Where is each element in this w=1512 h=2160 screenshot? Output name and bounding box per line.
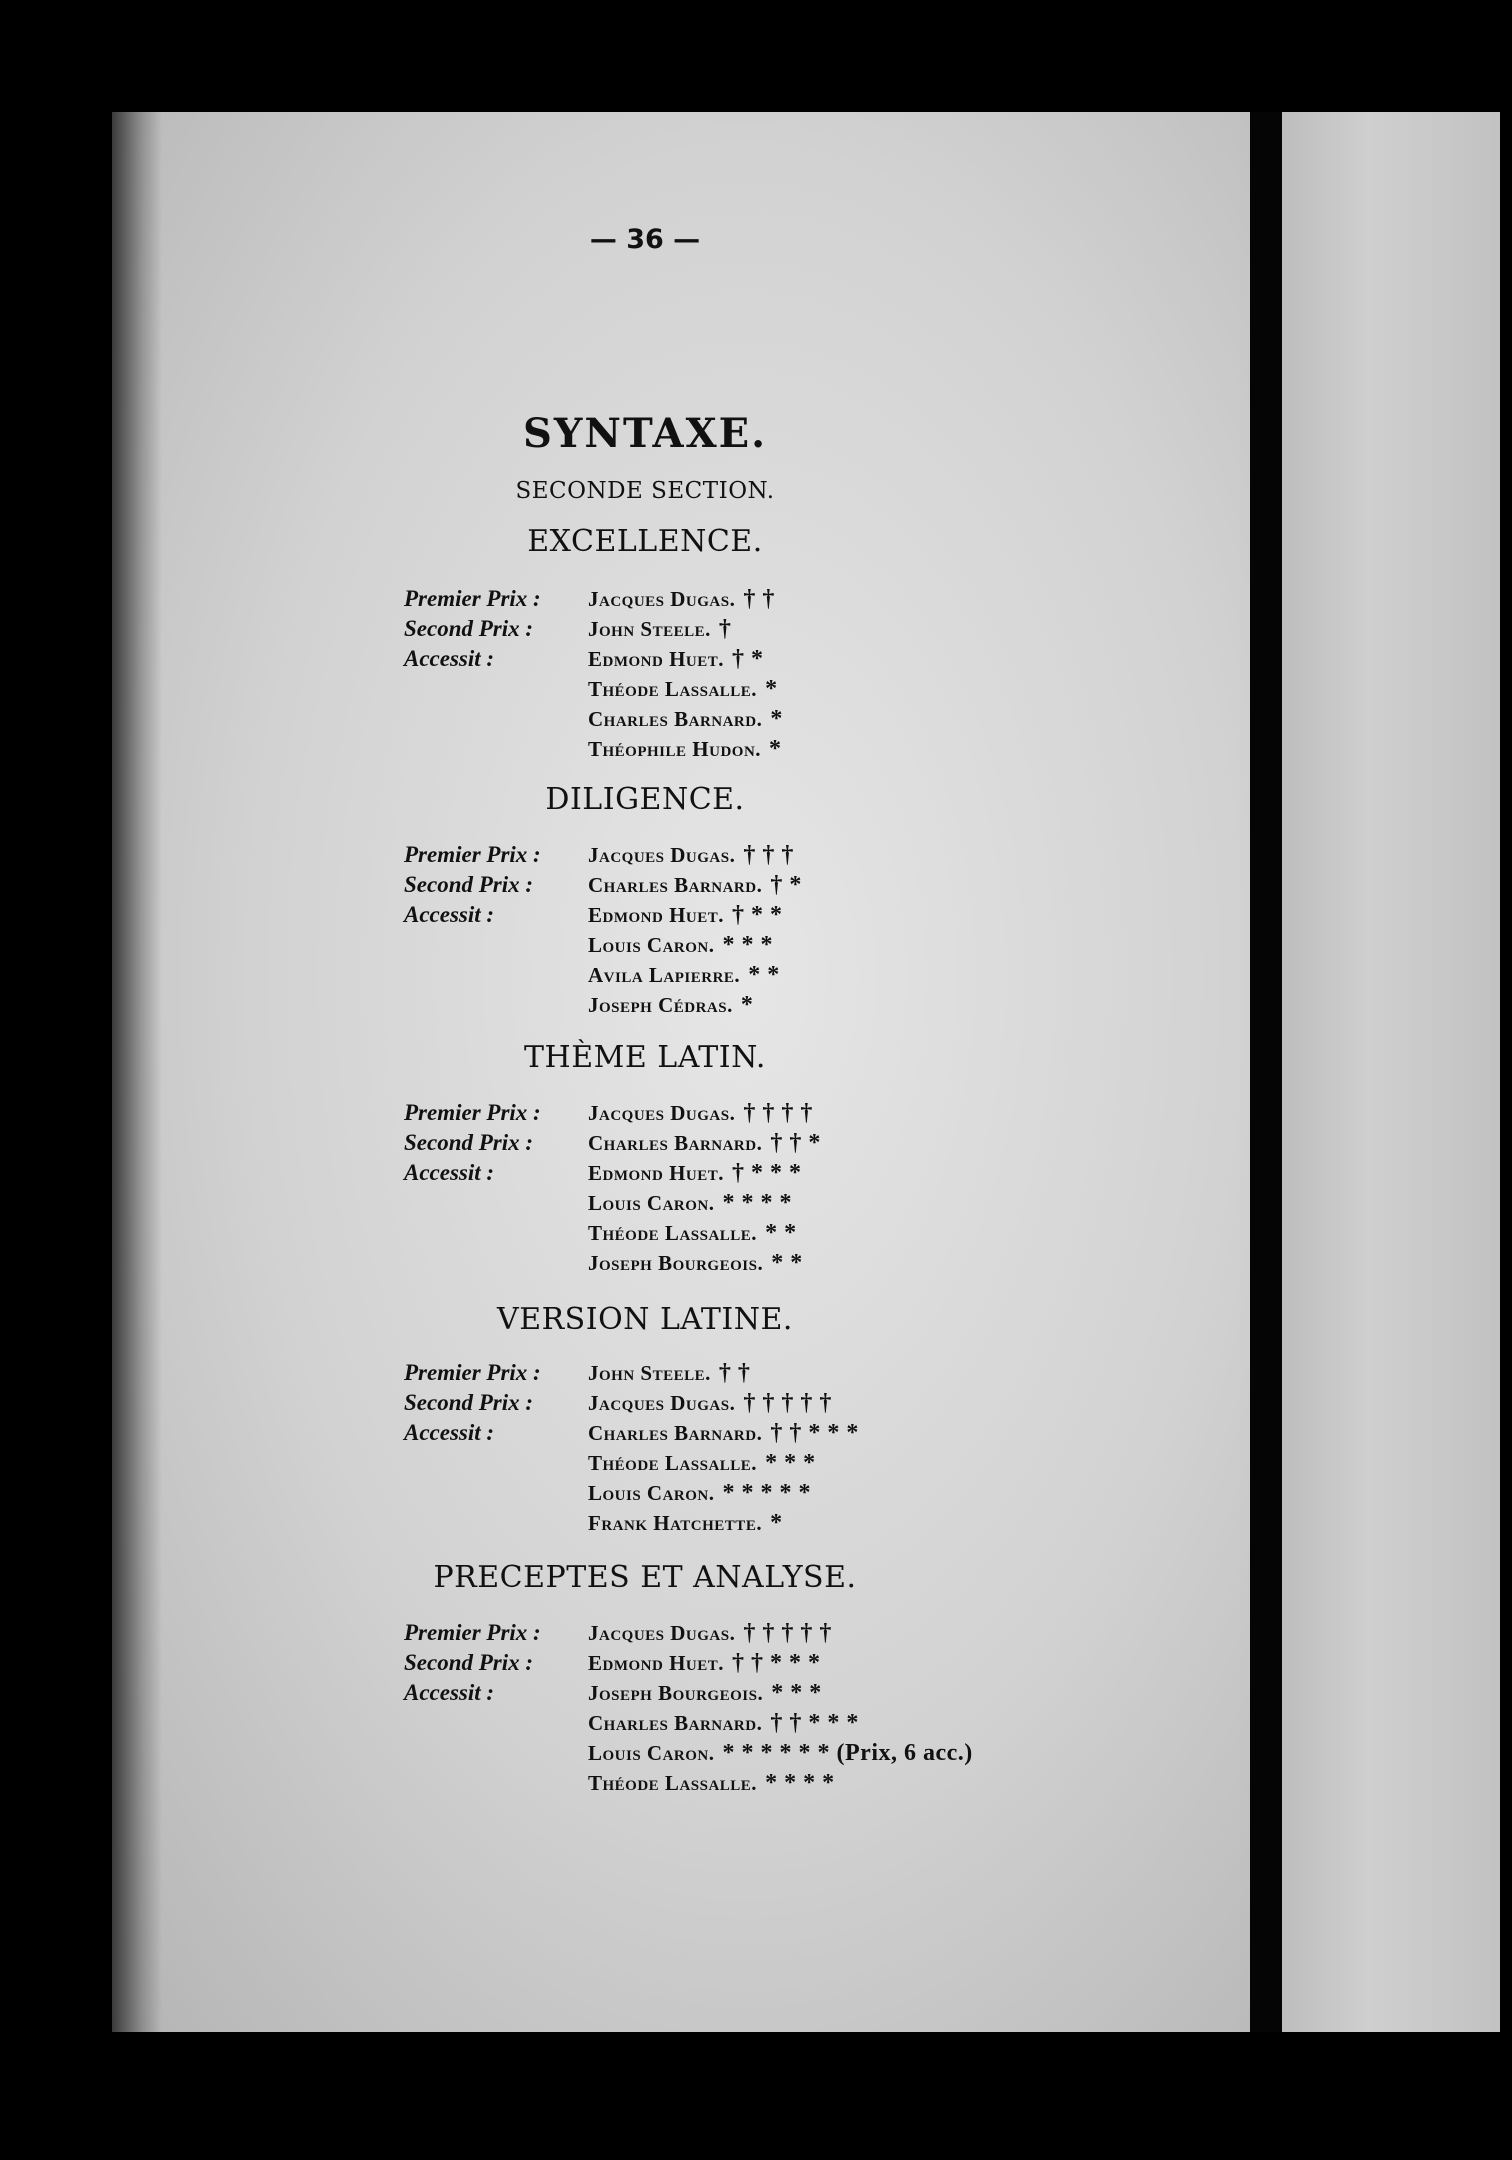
prize-label: Second Prix : <box>404 1130 534 1155</box>
student-name: Joseph Bourgeois. * * <box>588 1250 803 1276</box>
student-name: Jacques Dugas. † † <box>588 586 775 612</box>
prize-label: Premier Prix : <box>404 586 541 611</box>
student-name: Frank Hatchette. * <box>588 1510 783 1536</box>
award-marks: † * * <box>732 902 783 928</box>
award-row <box>0 1680 1150 1712</box>
award-marks: * * <box>748 962 780 988</box>
award-marks: * <box>740 992 754 1018</box>
student-name: John Steele. † <box>588 616 732 642</box>
award-row <box>0 646 1150 678</box>
student-name: Jacques Dugas. † † † † † <box>588 1620 832 1646</box>
student-name: Théophile Hudon. * <box>588 736 782 762</box>
prize-label: Accessit : <box>404 1160 495 1185</box>
section-heading: EXCELLENCE. <box>527 524 763 559</box>
award-row <box>0 1650 1150 1682</box>
prize-label: Second Prix : <box>404 1390 534 1415</box>
scan-border-right <box>1500 112 1512 2032</box>
award-row <box>0 706 1150 738</box>
award-marks: † † * * * <box>770 1420 859 1446</box>
award-row <box>0 872 1150 904</box>
award-row <box>0 992 1150 1024</box>
award-row <box>0 1390 1150 1422</box>
prize-label: Accessit : <box>404 646 495 671</box>
award-marks: † † * * * <box>770 1710 859 1736</box>
student-name: Jacques Dugas. † † † <box>588 842 794 868</box>
award-row <box>0 1770 1150 1802</box>
award-marks: † † † † † <box>743 1390 832 1416</box>
award-marks: * <box>770 706 783 732</box>
award-marks: † * * * <box>732 1160 802 1186</box>
prize-label: Accessit : <box>404 902 495 927</box>
prize-label: Premier Prix : <box>404 1620 541 1645</box>
award-row <box>0 902 1150 934</box>
award-row <box>0 1510 1150 1542</box>
facing-page-edge <box>1282 112 1500 2032</box>
award-marks: * <box>770 1510 783 1536</box>
student-name: John Steele. † † <box>588 1360 751 1386</box>
student-name: Edmond Huet. † * * * <box>588 1160 802 1186</box>
award-row <box>0 1160 1150 1192</box>
award-marks: * * * <box>722 932 774 958</box>
student-name: Charles Barnard. * <box>588 706 783 732</box>
award-row <box>0 1740 1150 1772</box>
award-marks: † † * <box>770 1130 821 1156</box>
student-name: Charles Barnard. † † * <box>588 1130 821 1156</box>
award-marks: † * <box>732 646 764 672</box>
section-heading: VERSION LATINE. <box>497 1302 793 1337</box>
section-heading: DILIGENCE. <box>545 782 745 817</box>
award-row <box>0 1620 1150 1652</box>
award-row <box>0 1420 1150 1452</box>
award-marks: † † † † † <box>743 1620 832 1646</box>
award-marks: * <box>769 736 782 762</box>
student-name: Charles Barnard. † * <box>588 872 802 898</box>
student-name: Avila Lapierre. * * <box>588 962 780 988</box>
page-number: — 36 — <box>589 224 701 255</box>
award-row <box>0 1710 1150 1742</box>
prize-label: Premier Prix : <box>404 1100 541 1125</box>
award-row <box>0 932 1150 964</box>
award-marks: * * * <box>771 1680 822 1706</box>
award-row <box>0 616 1150 648</box>
award-row <box>0 1220 1150 1252</box>
student-name: Charles Barnard. † † * * * <box>588 1710 859 1736</box>
award-row <box>0 1360 1150 1392</box>
prize-label: Premier Prix : <box>404 1360 541 1385</box>
award-marks: † † † <box>743 842 794 868</box>
award-row <box>0 736 1150 768</box>
prize-label: Second Prix : <box>404 616 534 641</box>
award-row <box>0 586 1150 618</box>
student-name: Théode Lassalle. * * * * <box>588 1770 835 1796</box>
award-row <box>0 1450 1150 1482</box>
student-name: Louis Caron. * * * * * * (Prix, 6 acc.) <box>588 1740 973 1766</box>
award-marks: * * * * <box>722 1190 793 1216</box>
award-row <box>0 1480 1150 1512</box>
award-marks: † † * * * <box>732 1650 821 1676</box>
award-marks: † † <box>718 1360 751 1386</box>
award-row <box>0 1190 1150 1222</box>
student-name: Louis Caron. * * * * <box>588 1190 793 1216</box>
award-row <box>0 842 1150 874</box>
prize-label: Second Prix : <box>404 1650 534 1675</box>
award-marks: † † <box>743 586 775 612</box>
prize-label: Accessit : <box>404 1420 495 1445</box>
award-marks: † <box>718 616 732 642</box>
student-name: Joseph Cédras. * <box>588 992 754 1018</box>
award-marks: * * * * * * (Prix, 6 acc.) <box>722 1740 973 1766</box>
student-name: Louis Caron. * * * <box>588 932 774 958</box>
award-row <box>0 1250 1150 1282</box>
award-marks: † * <box>770 872 802 898</box>
award-marks: * * <box>765 1220 797 1246</box>
section-heading: PRECEPTES ET ANALYSE. <box>433 1560 857 1595</box>
student-name: Théode Lassalle. * * * <box>588 1450 816 1476</box>
award-row <box>0 1100 1150 1132</box>
student-name: Joseph Bourgeois. * * * <box>588 1680 822 1706</box>
award-row <box>0 962 1150 994</box>
award-marks: * * <box>771 1250 803 1276</box>
award-marks: * * * <box>765 1450 816 1476</box>
award-marks: * <box>765 676 778 702</box>
award-marks: * * * * * <box>722 1480 812 1506</box>
prize-label: Second Prix : <box>404 872 534 897</box>
prize-label: Accessit : <box>404 1680 495 1705</box>
student-name: Edmond Huet. † * <box>588 646 764 672</box>
student-name: Jacques Dugas. † † † † <box>588 1100 813 1126</box>
award-row <box>0 1130 1150 1162</box>
page-title: SYNTAXE. <box>522 410 768 457</box>
student-name: Charles Barnard. † † * * * <box>588 1420 859 1446</box>
prize-label: Premier Prix : <box>404 842 541 867</box>
student-name: Edmond Huet. † † * * * <box>588 1650 821 1676</box>
student-name: Jacques Dugas. † † † † † <box>588 1390 832 1416</box>
student-name: Edmond Huet. † * * <box>588 902 783 928</box>
award-marks: * * * * <box>765 1770 835 1796</box>
page-subtitle: SECONDE SECTION. <box>515 478 775 504</box>
section-heading: THÈME LATIN. <box>524 1040 766 1075</box>
award-marks: † † † † <box>743 1100 813 1126</box>
student-name: Théode Lassalle. * * <box>588 1220 797 1246</box>
student-name: Louis Caron. * * * * * <box>588 1480 812 1506</box>
student-name: Théode Lassalle. * <box>588 676 778 702</box>
award-row <box>0 676 1150 708</box>
